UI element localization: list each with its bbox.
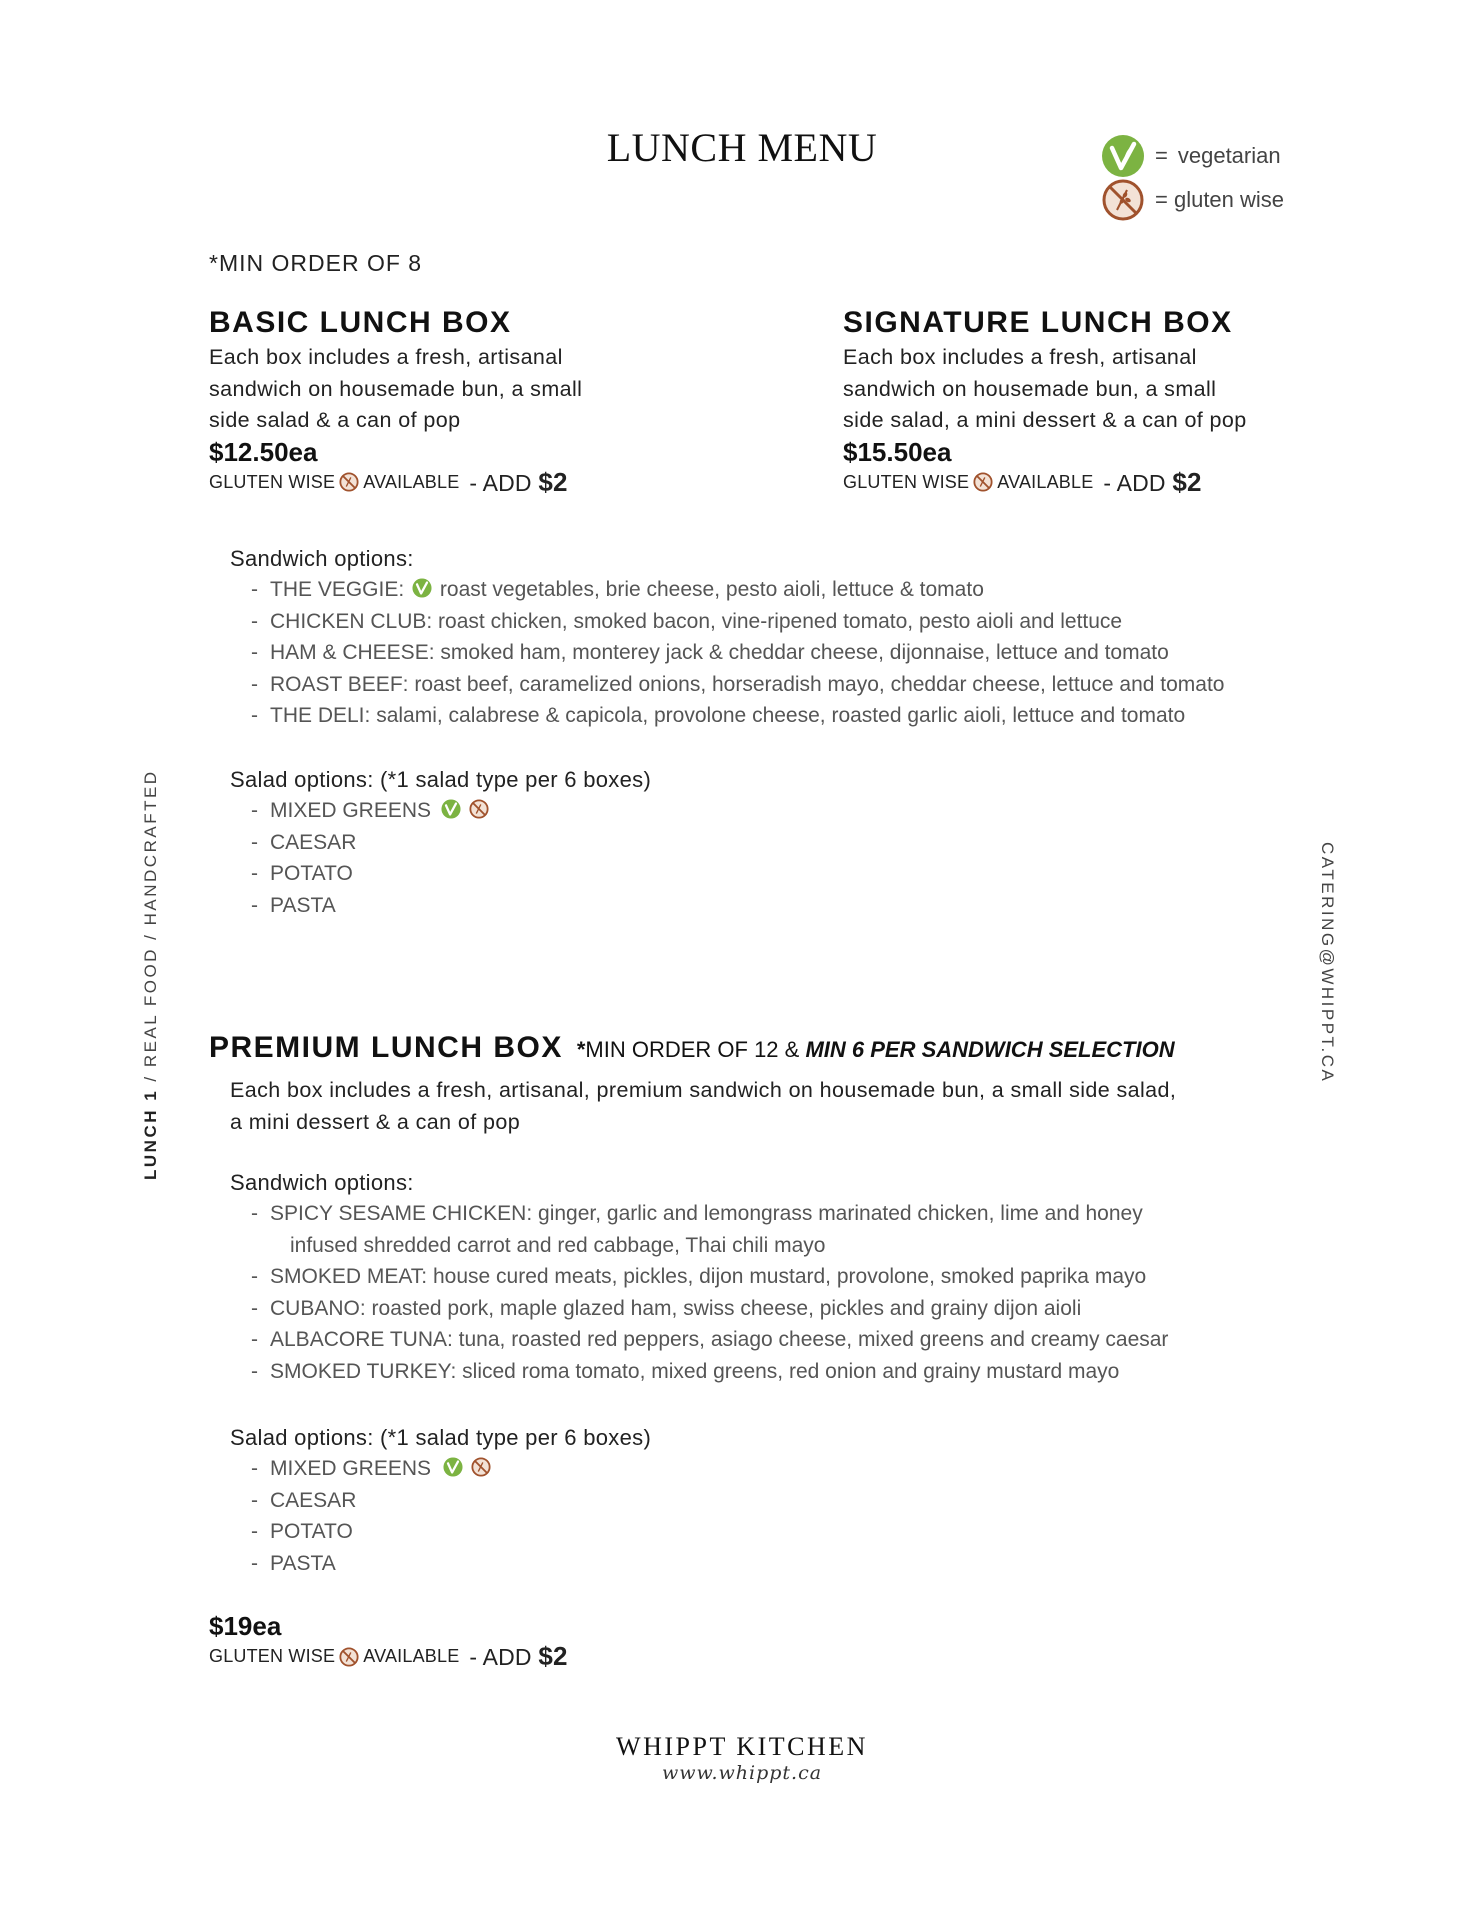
premium-lunch-box-heading — [209, 1031, 1175, 1065]
list-item: - THE VEGGIE: roast vegetables, brie cheese, pesto aioli, lettuce & tomato — [251, 578, 984, 601]
basic-desc-line: side salad & a can of pop — [209, 408, 461, 432]
legend-vegetarian-eq: = — [1155, 143, 1168, 168]
legend-gluten — [1101, 178, 1284, 222]
available-text: AVAILABLE — [997, 471, 1094, 492]
item-name: MIXED GREENS — [270, 1457, 432, 1480]
premium-gluten-wise-line — [209, 1641, 769, 1672]
item-name: PASTA — [270, 893, 336, 917]
list-item: - PASTA — [251, 893, 336, 917]
list-item: - HAM & CHEESE: smoked ham, monterey jack & cheddar cheese, dijonnaise, lettuce and tomato — [251, 641, 1169, 664]
sandwich-list — [230, 574, 1350, 732]
list-item: - POTATO — [251, 862, 353, 885]
page-title: LUNCH MENU — [606, 125, 878, 170]
item-name: CAESAR — [270, 830, 357, 854]
item-name: POTATO — [270, 862, 353, 885]
gluten-wise-icon — [339, 1647, 359, 1667]
side-contact-email: CATERING@WHIPPT.CA — [1318, 842, 1337, 1084]
side-tagline-rest: / REAL FOOD / HANDCRAFTED — [141, 769, 160, 1082]
gluten-wise-icon — [471, 1457, 491, 1477]
list-item: - THE DELI: salami, calabrese & capicola, provolone cheese, roasted garlic aioli, lettuce and tomato — [251, 704, 1186, 727]
item-name: MIXED GREENS — [270, 799, 432, 822]
item-desc: tuna, roasted red peppers, asiago cheese, mixed greens and creamy caesar — [458, 1328, 1169, 1351]
gluten-wise-text: GLUTEN WISE — [209, 471, 336, 492]
premium-box-price: $19ea — [209, 1611, 282, 1641]
item-name: SPICY SESAME CHICKEN: — [270, 1202, 533, 1225]
item-desc-continued: infused shredded carrot and red cabbage, Thai chili mayo — [290, 1233, 826, 1257]
item-name: THE DELI: — [270, 704, 371, 727]
signature-box-description — [843, 342, 1403, 437]
item-name: HAM & CHEESE: — [270, 641, 435, 664]
basic-gluten-wise-line — [209, 467, 769, 498]
item-desc: roast beef, caramelized onions, horseradish mayo, cheddar cheese, lettuce and tomato — [414, 672, 1225, 696]
signature-desc-line: Each box includes a fresh, artisanal — [843, 345, 1197, 369]
min-order-text: MIN ORDER OF 12 & — [585, 1037, 800, 1062]
add-label: - ADD — [469, 469, 532, 496]
basic-box-title: BASIC LUNCH BOX — [209, 306, 512, 339]
item-desc: roasted pork, maple glazed ham, swiss cheese, pickles and grainy dijon aioli — [371, 1296, 1082, 1320]
list-item: - PASTA — [251, 1551, 336, 1575]
vegetarian-icon — [1101, 134, 1145, 178]
salad-options-basic — [230, 767, 1130, 921]
salad-list — [230, 795, 1130, 921]
list-item: - SMOKED MEAT: house cured meats, pickles, dijon mustard, provolone, smoked paprika mayo — [251, 1265, 1147, 1288]
list-item: - CUBANO: roasted pork, maple glazed ham, swiss cheese, pickles and grainy dijon aioli — [251, 1296, 1082, 1320]
basic-desc-line: Each box includes a fresh, artisanal — [209, 345, 563, 369]
item-desc: ginger, garlic and lemongrass marinated chicken, lime and honey — [538, 1202, 1143, 1225]
available-text: AVAILABLE — [363, 471, 460, 492]
premium-box-description — [230, 1075, 1380, 1138]
footer-url: www.whippt.ca — [661, 1762, 823, 1784]
sandwich-options-basic — [230, 546, 1350, 732]
add-amount: $2 — [1172, 466, 1202, 497]
salad-list — [230, 1453, 1130, 1579]
legend-gluten-label: = gluten wise — [1155, 187, 1285, 212]
gluten-wise-icon — [1101, 178, 1145, 222]
signature-lunch-box — [843, 306, 1403, 498]
legend-vegetarian — [1101, 134, 1284, 178]
side-tagline — [141, 769, 161, 1180]
signature-desc-line: sandwich on housemade bun, a small — [843, 376, 1217, 401]
list-item: - CHICKEN CLUB: roast chicken, smoked bacon, vine-ripened tomato, pesto aioli and lettuce — [251, 609, 1123, 633]
add-price — [1103, 467, 1201, 498]
legend-vegetarian-label: vegetarian — [1177, 143, 1281, 168]
add-label: - ADD — [469, 1644, 532, 1670]
add-label: - ADD — [1103, 469, 1166, 496]
vegetarian-icon — [441, 799, 461, 819]
gluten-wise-icon — [973, 472, 993, 492]
signature-desc-line: side salad, a mini dessert & a can of pop — [843, 408, 1247, 432]
item-name: CHICKEN CLUB: — [270, 609, 433, 633]
item-desc: house cured meats, pickles, dijon mustard, provolone, smoked paprika mayo — [432, 1265, 1147, 1288]
premium-desc-line: a mini dessert & a can of pop — [230, 1109, 521, 1134]
gluten-wise-text: GLUTEN WISE — [209, 1646, 336, 1666]
item-desc: salami, calabrese & capicola, provolone cheese, roasted garlic aioli, lettuce and tomato — [376, 704, 1186, 727]
item-name: CUBANO: — [270, 1296, 366, 1320]
vegetarian-icon — [443, 1457, 463, 1477]
list-item: - ROAST BEEF: roast beef, caramelized onions, horseradish mayo, cheddar cheese, lettuce and tomato — [251, 672, 1225, 696]
premium-price-block — [209, 1611, 769, 1672]
premium-desc-line: Each box includes a fresh, artisanal, premium sandwich on housemade bun, a small side salad, — [230, 1078, 1177, 1102]
list-item: - SMOKED TURKEY: sliced roma tomato, mixed greens, red onion and grainy mustard mayo — [251, 1359, 1120, 1383]
legend — [1101, 134, 1284, 222]
sandwich-options-heading: Sandwich options: — [230, 546, 414, 571]
salad-options-heading: Salad options: (*1 salad type per 6 boxes) — [230, 1425, 652, 1450]
sandwich-list — [230, 1198, 1350, 1387]
item-name: SMOKED MEAT: — [270, 1265, 428, 1288]
list-item: - MIXED GREENS — [230, 795, 1130, 827]
add-amount: $2 — [538, 1641, 568, 1671]
min-per-sandwich-text: MIN 6 PER SANDWICH SELECTION — [805, 1037, 1175, 1062]
premium-box-title: PREMIUM LUNCH BOX — [209, 1031, 563, 1064]
premium-min-order-note — [577, 1037, 1175, 1063]
list-item: - ALBACORE TUNA: tuna, roasted red peppers, asiago cheese, mixed greens and creamy caesar — [251, 1328, 1169, 1351]
basic-lunch-box — [209, 306, 769, 498]
sandwich-options-premium — [230, 1170, 1350, 1387]
signature-box-title: SIGNATURE LUNCH BOX — [843, 306, 1233, 339]
item-name: POTATO — [270, 1520, 353, 1543]
salad-options-premium — [230, 1425, 1130, 1579]
gluten-wise-icon — [469, 799, 489, 819]
item-desc: roast vegetables, brie cheese, pesto aioli, lettuce & tomato — [439, 578, 984, 601]
side-tagline-bold: LUNCH 1 — [141, 1088, 160, 1180]
list-item: - MIXED GREENS — [230, 1453, 1130, 1485]
add-price — [469, 1641, 567, 1672]
sandwich-options-heading: Sandwich options: — [230, 1170, 414, 1195]
item-name: PASTA — [270, 1551, 336, 1575]
vegetarian-icon — [412, 578, 432, 598]
item-name: THE VEGGIE: — [270, 578, 405, 601]
item-name: SMOKED TURKEY: — [270, 1359, 457, 1383]
signature-gluten-wise-line — [843, 467, 1403, 498]
item-desc: smoked ham, monterey jack & cheddar cheese, dijonnaise, lettuce and tomato — [440, 641, 1169, 664]
signature-box-price: $15.50ea — [843, 436, 952, 467]
add-amount: $2 — [538, 466, 568, 497]
add-price — [469, 467, 567, 498]
available-text: AVAILABLE — [363, 1646, 460, 1666]
item-name: ROAST BEEF: — [270, 672, 409, 696]
gluten-wise-text: GLUTEN WISE — [843, 471, 970, 492]
item-desc: roast chicken, smoked bacon, vine-ripened tomato, pesto aioli and lettuce — [438, 609, 1123, 633]
salad-options-heading: Salad options: (*1 salad type per 6 boxes) — [230, 767, 652, 792]
footer-brand: WHIPPT KITCHEN — [616, 1732, 868, 1761]
basic-desc-line: sandwich on housemade bun, a small — [209, 376, 583, 401]
item-desc: sliced roma tomato, mixed greens, red onion and grainy mustard mayo — [462, 1359, 1120, 1383]
basic-box-price: $12.50ea — [209, 436, 318, 467]
item-name: ALBACORE TUNA: — [270, 1328, 453, 1351]
list-item: - POTATO — [251, 1520, 353, 1543]
asterisk: * — [576, 1037, 586, 1062]
list-item: - CAESAR — [251, 1488, 357, 1512]
gluten-wise-icon — [339, 472, 359, 492]
list-item: - SPICY SESAME CHICKEN: ginger, garlic and lemongrass marinated chicken, lime and honey infused shredded carrot and red cabbage, Thai chili mayo — [230, 1198, 1350, 1261]
min-order-note: *MIN ORDER OF 8 — [209, 250, 423, 276]
item-name: CAESAR — [270, 1488, 357, 1512]
basic-box-description — [209, 342, 769, 437]
list-item: - CAESAR — [251, 830, 357, 854]
